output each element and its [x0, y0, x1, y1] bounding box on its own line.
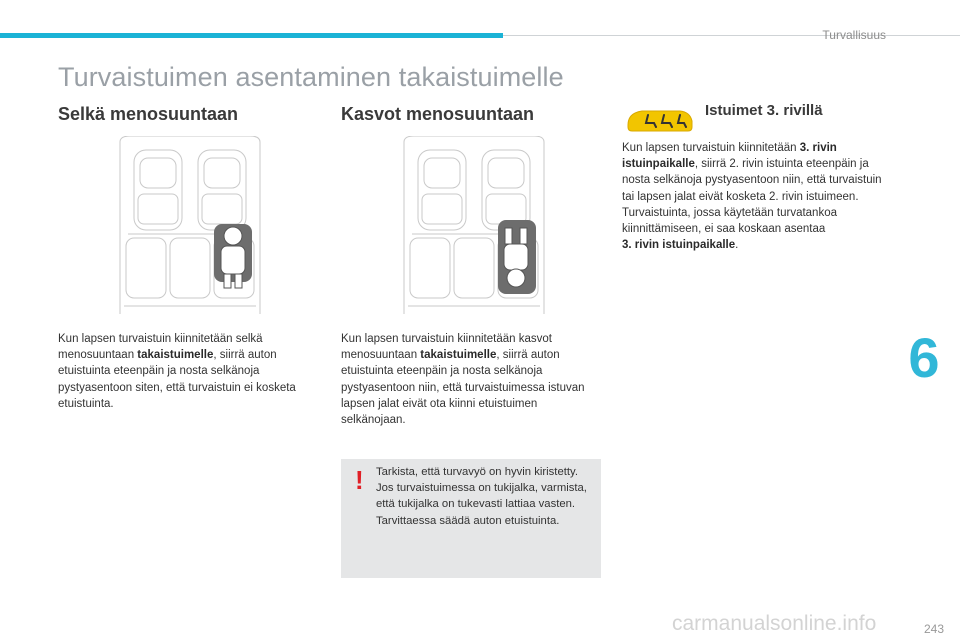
forward-facing-seat-diagram — [384, 136, 564, 314]
third-row-text: Kun lapsen turvaistuin kiinnitetään 3. rivin istuinpaikalle, siirrä 2. rivin istuinta eteenpäin ja nosta selkänoja pystyasentoon niin, että turvaistuin tai lapsen jalat eivät kosketa 2. rivin istuimeen. Turvaistuinta, jossa käytetään turvatankoa kiinnittämiseen, ei saa koskaan asentaa 3. rivin istuinpaikalle. — [622, 142, 882, 252]
third-row-car-icon — [624, 105, 696, 135]
watermark: carmanualsonline.info — [672, 612, 877, 635]
heading-forward-facing: Kasvot menosuuntaan — [341, 104, 535, 124]
heading-rear-facing: Selkä menosuuntaan — [58, 104, 239, 124]
rear-facing-seat-diagram — [100, 136, 280, 314]
rear-facing-text: Kun lapsen turvaistuin kiinnitetään selkä menosuuntaan takaistuimelle, siirrä auton etuistuinta eteenpäin ja nosta selkänoja pystyasentoon siten, että turvaistuin ei kosketa etuistuinta. — [58, 333, 296, 410]
chapter-number: 6 — [908, 326, 940, 389]
heading-third-row: Istuimet 3. rivillä — [705, 102, 823, 119]
forward-facing-text: Kun lapsen turvaistuin kiinnitetään kasvot menosuuntaan takaistuimelle, siirrä auton etuistuinta eteenpäin ja nosta selkänoja pystyasentoon niin, että turvaistuimessa istuvan lapsen jalat eivät ota kiinni etuistuimen selkänojaan. — [341, 333, 585, 427]
page-number: 243 — [923, 622, 944, 636]
section-name: Turvallisuus — [822, 28, 886, 42]
forward-facing-child-seat-icon — [498, 220, 536, 294]
rear-facing-child-seat-icon — [214, 224, 252, 288]
warning-exclamation-icon: ! — [355, 465, 364, 495]
warning-note — [341, 459, 601, 578]
top-accent-bar — [0, 33, 503, 38]
page-title: Turvaistuimen asentaminen takaistuimelle — [58, 62, 564, 92]
top-divider-line — [503, 35, 960, 36]
warning-text: Tarkista, että turvavyö on hyvin kiristetty. Jos turvaistuimessa on tukijalka, varmista, että tukijalka on tukevasti lattiaa vasten. Tarvittaessa säädä auton etuistuinta. — [376, 466, 587, 527]
